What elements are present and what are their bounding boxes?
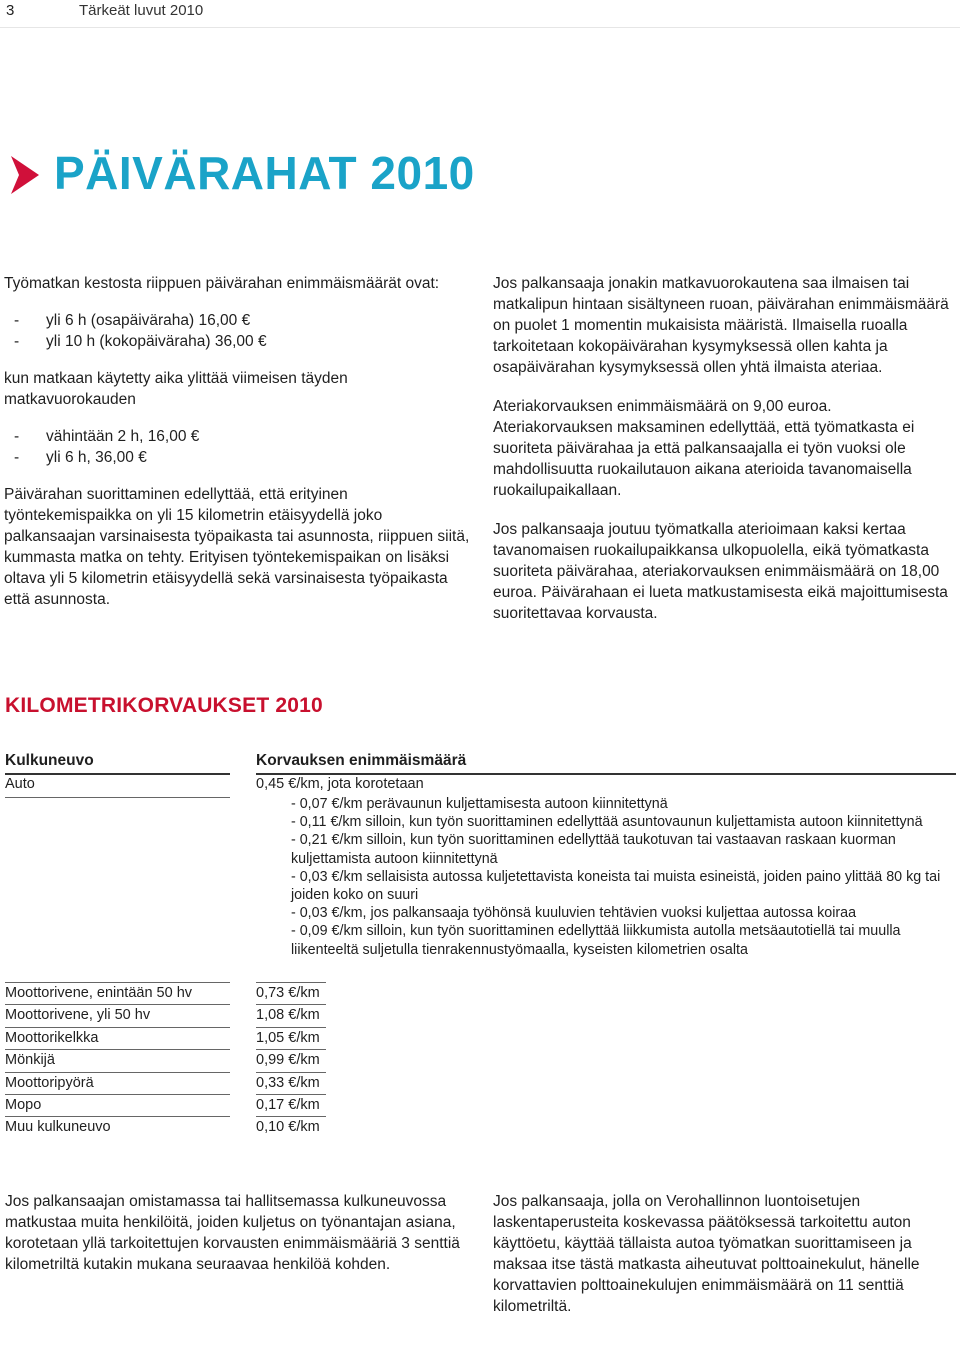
- table-row: [0, 1116, 960, 1138]
- table-cell-value: 0,45 €/km, jota korotetaan: [256, 776, 424, 792]
- table-body: [0, 982, 960, 1139]
- chevron-right-icon: [9, 154, 41, 196]
- car-benefit-paragraph: Jos palkansaaja, jolla on Verohallinnon luontoisetujen laskentaperusteita koskevassa päätöksessä tarkoitettu auton käyttöetu, käyttää tällaista autoa työmatkan suorittamiseen ja maksaa itse tästä matkasta aiheutuvat polttoainekulut, hänelle korvattavien polttoainekulujen enimmäismäärä on 11 senttiä kilometriltä.: [493, 1193, 920, 1315]
- middle-text: kun matkaan käytetty aika ylittää viimeisen täyden matkavuorokauden: [4, 370, 348, 408]
- running-header: Tärkeät luvut 2010: [79, 2, 204, 19]
- header-rule: [256, 773, 956, 775]
- table-cell-vehicle: Mopo: [5, 1096, 42, 1113]
- table-cell-vehicle: Moottorikelkka: [5, 1029, 99, 1046]
- double-meal-paragraph: Jos palkansaaja joutuu työmatkalla aterioimaan kaksi kertaa tavanomaisen ruokailupaikkansa ulkopuolella, eikä työmatkasta suoriteta päivärahaa, ateriakorvauksen enimmäismäärä on 18,00 euroa. Päivärahaan ei lueta matkustamisesta eikä majoittumisesta suoritettavaa korvausta.: [493, 521, 948, 622]
- list-item: - 0,03 €/km sellaisista autossa kuljetettavista koneista tai muista esineistä, joiden paino ylittää 80 kg tai joiden koko on suuri: [291, 868, 941, 904]
- table-cell-value: 1,08 €/km: [256, 1007, 320, 1024]
- table-cell-vehicle: Muu kulkuneuvo: [5, 1119, 111, 1136]
- meal-allowance-paragraph: Ateriakorvauksen maksaminen edellyttää, että työmatkasta ei suoriteta päivärahaa ja että palkansaajalla ei työn vuoksi ole mahdollisuutta ruokailutauon aikana aterioida tavanomaisella ruokailupaikallaan.: [493, 419, 915, 499]
- list-item: - 0,21 €/km silloin, kun työn suorittaminen edellyttää taukotuvan tai vastaavan raskaan kuorman kuljettamista autoon kiinnitettynä: [291, 832, 896, 867]
- table-cell-value: 0,99 €/km: [256, 1052, 320, 1069]
- passenger-paragraph: Jos palkansaajan omistamassa tai hallitsemassa kulkuneuvossa matkustaa muita henkilöitä, joiden kuljetus on työnantajan asiana, korotetaan yllä tarkoitettujen korvausten enimmäismääriä 3 senttiä kilometriltä kutakin mukana seuraavaa henkilöä kohden.: [5, 1193, 460, 1273]
- intro-text: Työmatkan kestosta riippuen päivärahan enimmäismäärät ovat:: [4, 275, 440, 292]
- table-cell-vehicle: Mönkijä: [5, 1052, 55, 1069]
- conditions-paragraph: Päivärahan suorittaminen edellyttää, että erityinen työntekemispaikka on yli 15 kilometrin etäisyydellä joko palkansaajan varsinaisesta työpaikasta tai asunnosta, riippuen siitä, kummasta matka on tehty. Erityisen työntekemispaikan on lisäksi oltava yli 5 kilometrin etäisyydellä sekä varsinaisesta työpaikasta että asunnosta.: [4, 486, 470, 608]
- page-title: PÄIVÄRAHAT 2010: [54, 147, 475, 199]
- list-item: - yli 10 h (kokopäiväraha) 36,00 €: [14, 333, 267, 350]
- table-cell-vehicle: Moottorivene, enintään 50 hv: [5, 985, 193, 1001]
- list-item: - yli 6 h, 36,00 €: [14, 449, 147, 466]
- table-cell-value: 0,33 €/km: [256, 1074, 320, 1091]
- table-cell-value: 1,05 €/km: [256, 1029, 320, 1046]
- list-item: - 0,09 €/km silloin, kun työn suorittaminen edellyttää liikkumista autolla metsäautotiellä tai muulla liikenteeltä suljetulla tienrakennustyömaalla, kyseisten kilometrien osalta: [291, 923, 901, 958]
- list-item: - 0,07 €/km perävaunun kuljettamisesta autoon kiinnitettynä: [291, 796, 668, 812]
- row-divider: [5, 797, 230, 798]
- header-divider: [0, 27, 960, 28]
- table-row: [0, 1027, 960, 1049]
- list-item: - vähintään 2 h, 16,00 €: [14, 428, 200, 445]
- table-cell-vehicle: Auto: [5, 776, 35, 792]
- table-row: [0, 1049, 960, 1071]
- section-title: KILOMETRIKORVAUKSET 2010: [5, 694, 323, 717]
- table-cell-value: 0,17 €/km: [256, 1096, 320, 1113]
- auto-increments: [291, 795, 951, 959]
- table-row: [0, 982, 960, 1004]
- table-header-vehicle: Kulkuneuvo: [5, 752, 94, 769]
- table-header-max: Korvauksen enimmäismäärä: [256, 752, 467, 769]
- table-cell-value: 0,10 €/km: [256, 1119, 320, 1136]
- free-meal-paragraph: Jos palkansaaja jonakin matkavuorokautena saa ilmaisen tai matkalipun hintaan sisältyneen ruoan, päivärahan enimmäismäärä on puolet 1 momentin mukaisista määristä. Ilmaisella ruoalla tarkoitetaan kokopäivärahan kysymyksessä ollen kahta ja osapäivärahan kysymyksessä ollen yhtä ilmaista ateriaa.: [493, 275, 949, 376]
- list-item: - 0,03 €/km, jos palkansaaja työhönsä kuuluvien tehtävien vuoksi kuljettaa autossa koiraa: [291, 905, 857, 922]
- header-rule: [5, 773, 230, 775]
- table-row: [0, 1094, 960, 1116]
- page-number: 3: [6, 2, 15, 19]
- table-cell-value: 0,73 €/km: [256, 985, 320, 1001]
- table-row: [0, 1004, 960, 1026]
- left-column: [4, 273, 474, 610]
- meal-allowance-max: Ateriakorvauksen enimmäismäärä on 9,00 euroa.: [493, 398, 832, 415]
- table-cell-vehicle: Moottoripyörä: [5, 1074, 94, 1091]
- list-item: - yli 6 h (osapäiväraha) 16,00 €: [14, 312, 251, 329]
- table-cell-vehicle: Moottorivene, yli 50 hv: [5, 1007, 151, 1024]
- list-item: - 0,11 €/km silloin, kun työn suorittaminen edellyttää asuntovaunun kuljettamista autoon kiinnitettynä: [291, 814, 923, 831]
- right-column: [493, 273, 955, 624]
- table-row: [0, 1072, 960, 1094]
